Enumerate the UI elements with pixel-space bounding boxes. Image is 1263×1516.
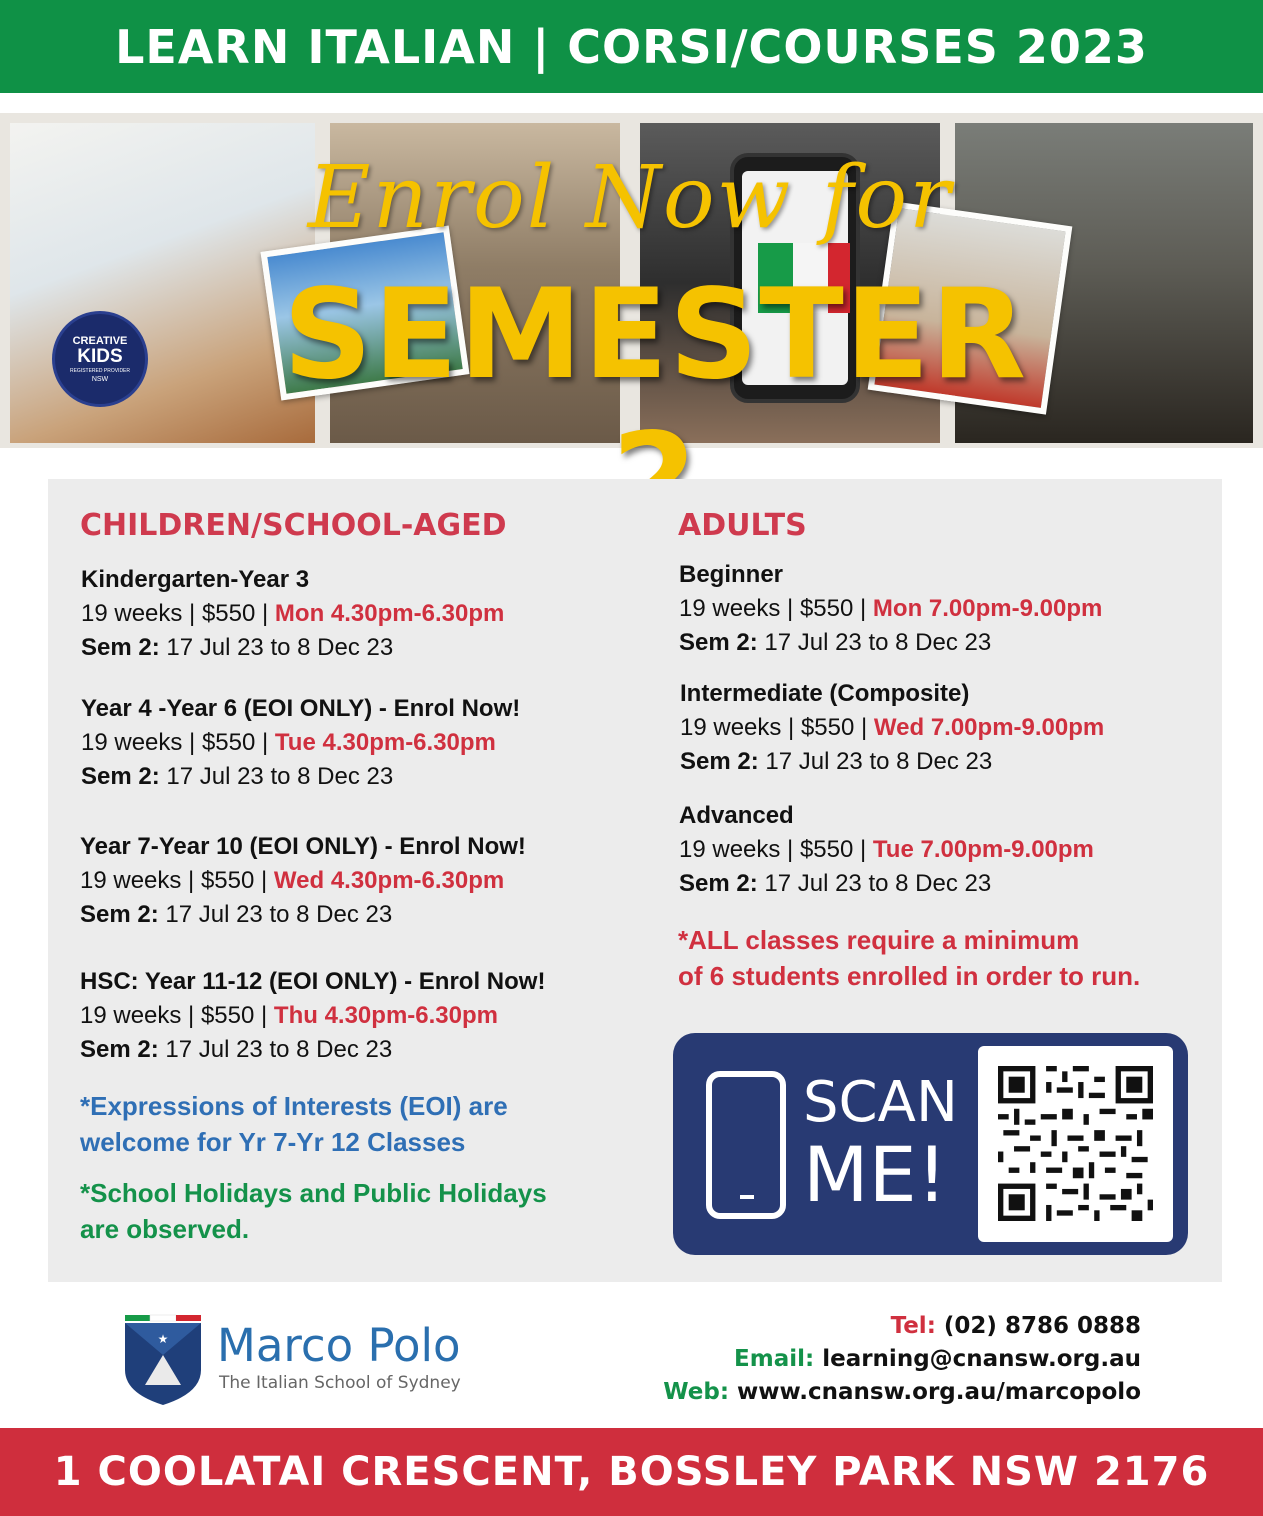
page-title: LEARN ITALIAN | CORSI/COURSES 2023 bbox=[115, 19, 1148, 74]
hero-banner bbox=[0, 113, 1263, 448]
course-advanced: Advanced 19 weeks | $550 | Tue 7.00pm-9.00pm Sem 2: 17 Jul 23 to 8 Dec 23 bbox=[679, 802, 1094, 897]
address-bar bbox=[0, 1428, 1263, 1516]
holidays-note: *School Holidays and Public Holidays are observed. bbox=[80, 1178, 547, 1244]
course-year7-10: Year 7-Year 10 (EOI ONLY) - Enrol Now! 19 weeks | $550 | Wed 4.30pm-6.30pm Sem 2: 17 Jul 23 to 8 Dec 23 bbox=[80, 833, 526, 928]
course-beginner: Beginner 19 weeks | $550 | Mon 7.00pm-9.00pm Sem 2: 17 Jul 23 to 8 Dec 23 bbox=[679, 561, 1103, 656]
marco-polo-logo[interactable] bbox=[125, 1315, 485, 1410]
adults-heading: ADULTS bbox=[678, 508, 807, 543]
contact-email[interactable]: Email: learning@cnansw.org.au bbox=[734, 1346, 1141, 1372]
enrol-now-script: Enrol Now for bbox=[307, 148, 953, 248]
semester-title: SEMESTER bbox=[282, 263, 1028, 407]
minimum-students-note: *ALL classes require a minimum of 6 students enrolled in order to run. bbox=[678, 925, 1141, 991]
children-heading: CHILDREN/SCHOOL-AGED bbox=[80, 508, 507, 543]
qr-code-icon bbox=[998, 1066, 1153, 1221]
school-shield-icon bbox=[125, 1315, 201, 1405]
contact-tel[interactable]: Tel: (02) 8786 0888 bbox=[890, 1313, 1141, 1339]
course-hsc: HSC: Year 11-12 (EOI ONLY) - Enrol Now! 19 weeks | $550 | Thu 4.30pm-6.30pm Sem 2: 17 Jul 23 to 8 Dec 23 bbox=[80, 968, 546, 1063]
school-subtitle: The Italian School of Sydney bbox=[219, 1373, 461, 1393]
contact-web[interactable]: Web: www.cnansw.org.au/marcopolo bbox=[663, 1379, 1141, 1405]
creative-kids-badge: CREATIVE KIDS REGISTERED PROVIDER NSW bbox=[52, 311, 148, 407]
school-name: Marco Polo bbox=[217, 1319, 461, 1372]
address-text: 1 COOLATAI CRESCENT, BOSSLEY PARK NSW 2176 bbox=[53, 1449, 1210, 1495]
course-year4-6: Year 4 -Year 6 (EOI ONLY) - Enrol Now! 19 weeks | $550 | Tue 4.30pm-6.30pm Sem 2: 17 Jul 23 to 8 Dec 23 bbox=[81, 695, 521, 790]
svg-text:★: ★ bbox=[157, 1332, 169, 1346]
course-kindergarten: Kindergarten-Year 3 19 weeks | $550 | Mon 4.30pm-6.30pm Sem 2: 17 Jul 23 to 8 Dec 23 bbox=[81, 566, 505, 661]
eoi-note: *Expressions of Interests (EOI) are welcome for Yr 7-Yr 12 Classes bbox=[80, 1091, 508, 1157]
course-intermediate: Intermediate (Composite) 19 weeks | $550 | Wed 7.00pm-9.00pm Sem 2: 17 Jul 23 to 8 Dec 23 bbox=[680, 680, 1105, 775]
qr-code[interactable] bbox=[978, 1046, 1173, 1242]
smartphone-icon bbox=[706, 1071, 786, 1219]
scan-me-text: SCAN ME! bbox=[803, 1070, 958, 1219]
header-bar bbox=[0, 0, 1263, 93]
scan-me-box bbox=[673, 1033, 1188, 1255]
contact-info bbox=[663, 1310, 1141, 1409]
